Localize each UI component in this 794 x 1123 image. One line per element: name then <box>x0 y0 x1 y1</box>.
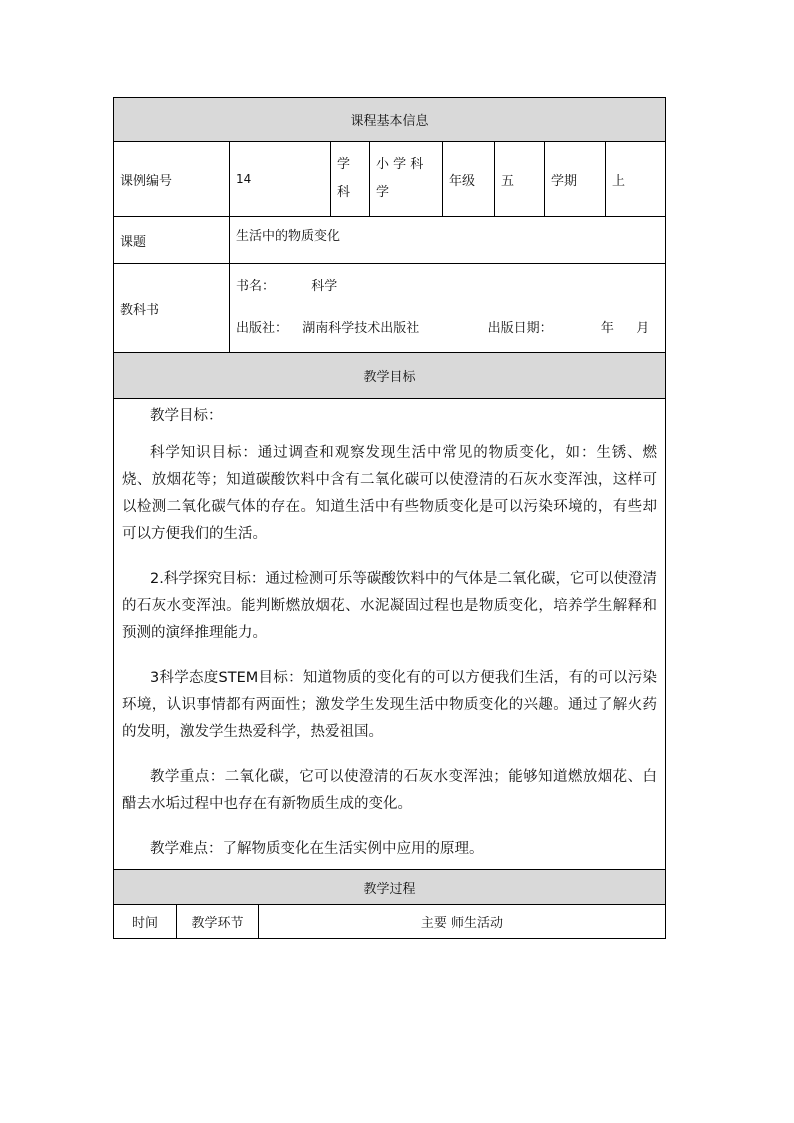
teaching-key-point: 教学重点：二氧化碳，它可以使澄清的石灰水变浑浊；能够知道燃放烟花、白醋去水垢过程中也存在有新物质生成的变化。 <box>122 769 658 812</box>
basic-info-table <box>113 97 666 870</box>
process-header: 教学过程 <box>114 870 666 905</box>
basic-info-header: 课程基本信息 <box>114 98 666 142</box>
case-no-value: 14 <box>230 142 331 217</box>
objective-inquiry: 2.科学探究目标：通过检测可乐等碳酸饮料中的气体是二氧化碳，它可以使澄清的石灰水变浑浊。能判断燃放烟花、水泥凝固过程也是物质变化，培养学生解释和预测的演绎推理能力。 <box>122 571 658 641</box>
subject-label-line2: 科 <box>337 185 351 200</box>
col-stage-header: 教学环节 <box>177 905 259 939</box>
grade-label: 年级 <box>443 142 495 217</box>
subject-value-line1: 小 学 科 <box>376 157 424 172</box>
publisher-label: 出版社： <box>236 321 289 336</box>
lesson-plan-document <box>113 97 665 985</box>
col-time-header: 时间 <box>114 905 177 939</box>
book-name-label: 书名： <box>236 279 276 294</box>
objectives-body <box>114 399 666 870</box>
process-table <box>113 869 666 939</box>
pub-date-month: 月 <box>636 321 650 336</box>
col-activity-header: 主要 师生活动 <box>259 905 666 939</box>
term-value: 上 <box>606 142 666 217</box>
subject-value-line2: 学 <box>376 185 390 200</box>
case-no-label: 课例编号 <box>114 142 230 217</box>
subject-value <box>370 142 443 217</box>
topic-value: 生活中的物质变化 <box>230 217 666 264</box>
term-label: 学期 <box>545 142 606 217</box>
textbook-info <box>230 264 666 353</box>
publisher-row <box>236 318 659 340</box>
subject-label-line1: 学 <box>337 157 351 172</box>
objective-knowledge: 科学知识目标：通过调查和观察发现生活中常见的物质变化，如：生锈、燃烧、放烟花等；知道碳酸饮料中含有二氧化碳可以使澄清的石灰水变浑浊，这样可以检测二氧化碳气体的存在。知道生活中有些物质变化是可以污染环境的，有些却可以方便我们的生活。 <box>122 445 658 542</box>
grade-value: 五 <box>495 142 545 217</box>
pub-date-label: 出版日期： <box>487 321 553 336</box>
pub-date-year: 年 <box>600 321 614 336</box>
publisher-value: 湖南科学技术出版社 <box>302 321 420 336</box>
objective-attitude: 3科学态度STEM目标：知道物质的变化有的可以方便我们生活，有的可以污染环境，认识事情都有两面性；激发学生发现生活中物质变化的兴趣。通过了解火药的发明，激发学生热爱科学，热爱祖国。 <box>122 670 658 740</box>
topic-label: 课题 <box>114 217 230 264</box>
book-name-value: 科学 <box>311 279 338 294</box>
book-name-row <box>236 276 659 298</box>
teaching-difficulty: 教学难点：了解物质变化在生活实例中应用的原理。 <box>150 841 484 857</box>
objectives-intro: 教学目标： <box>150 408 223 424</box>
subject-label <box>331 142 370 217</box>
objectives-header: 教学目标 <box>114 353 666 399</box>
textbook-label: 教科书 <box>114 264 230 353</box>
